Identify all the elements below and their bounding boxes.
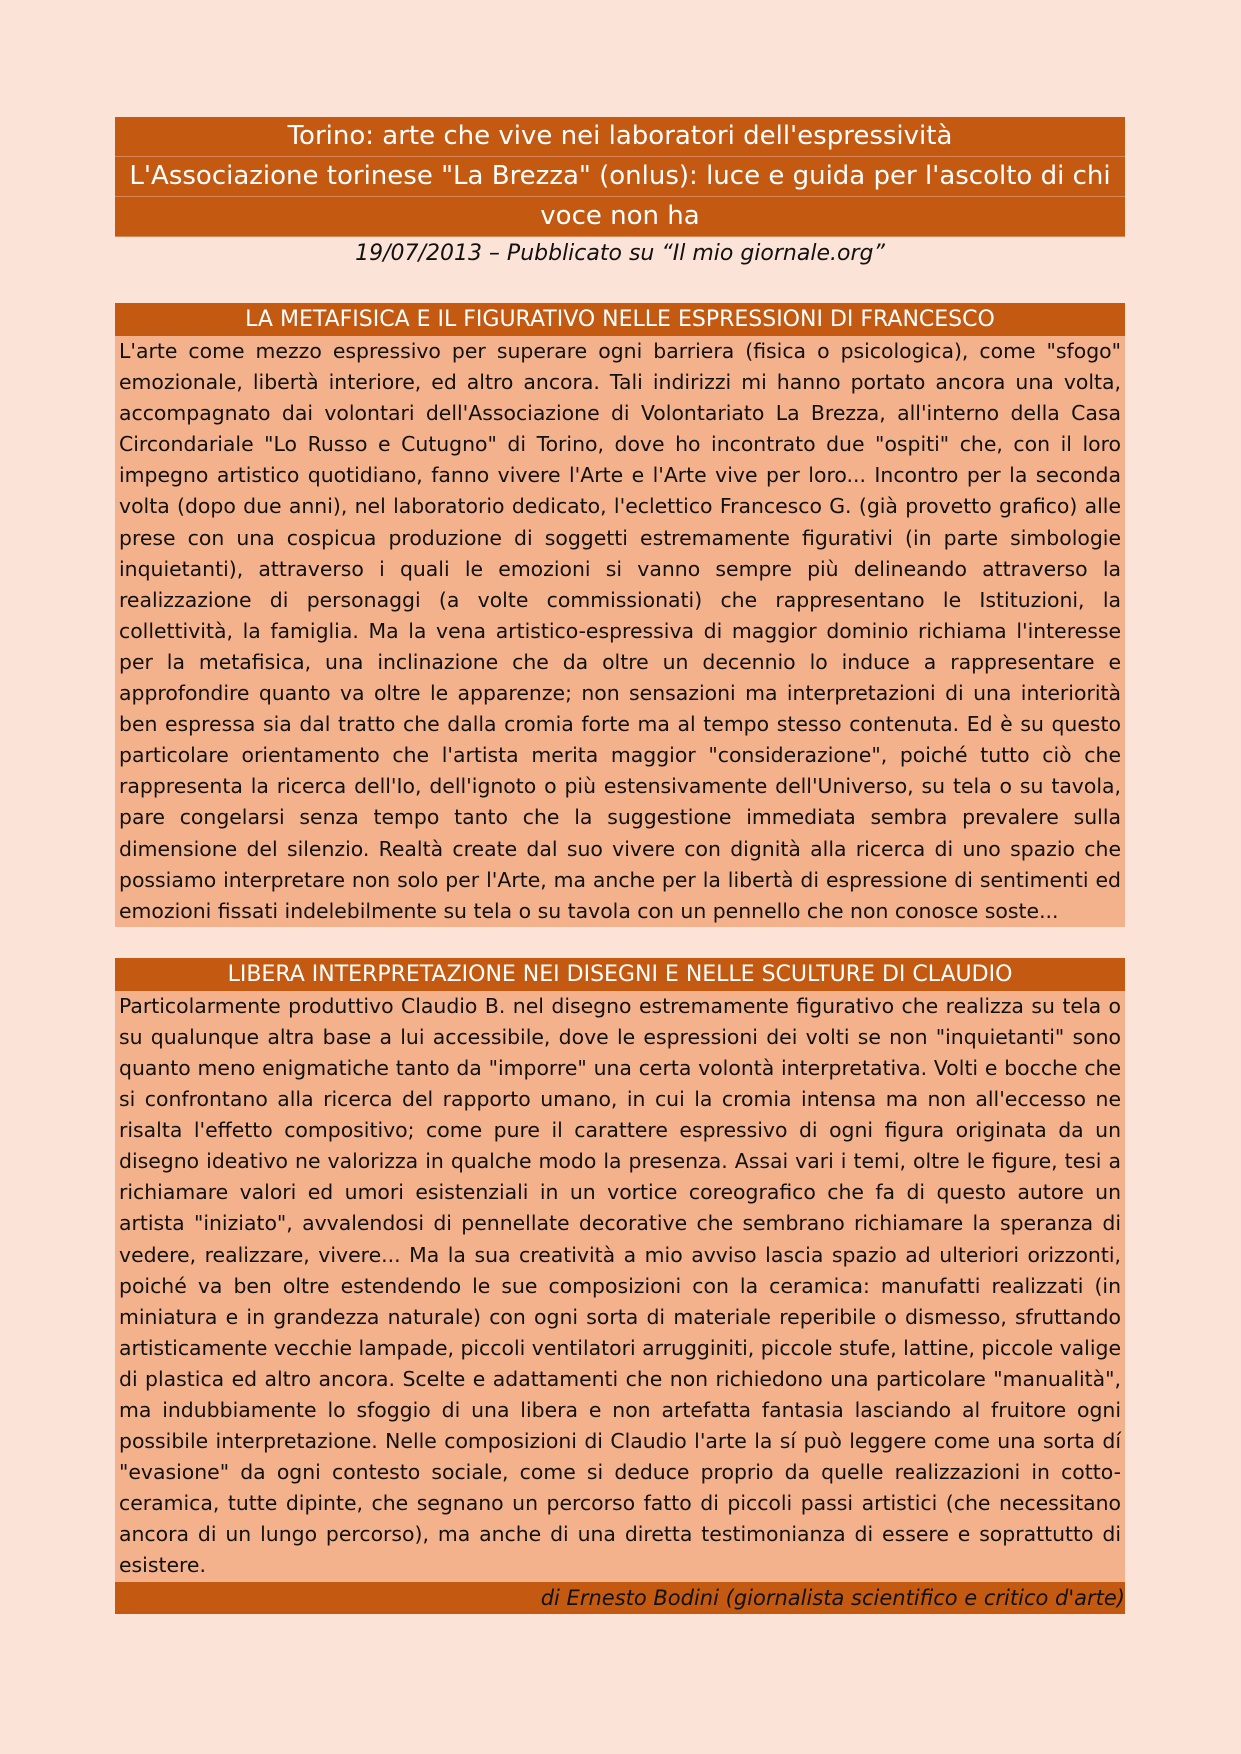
title-line-2: L'Associazione torinese "La Brezza" (onlus): luce e guida per l'ascolto di chi bbox=[115, 157, 1125, 197]
section-body: Particolarmente produttivo Claudio B. nel disegno estremamente figurativo che realizza su tela o su qualunque altra base a lui accessibile, dove le espressioni dei volti se non "inquietanti" sono quanto meno enigmatiche tanto da "imporre" una certa volontà interpretativa. Volti e bocche che si confrontano alla ricerca del rapporto umano, in cui la cromia intensa ma non all'eccesso ne risalta l'effetto compositivo; come pure il carattere espressivo di ogni figura originata da un disegno ideativo ne valorizza in qualche modo la presenza. Assai vari i temi, oltre le figure, tesi a richiamare valori ed umori esistenziali in un vortice coreografico che fa di questo autore un artista "iniziato", avvalendosi di pennellate decorative che sembrano richiamare la speranza di vedere, realizzare, vivere... Ma la sua creatività a mio avviso lascia spazio ad ulteriori orizzonti, poiché va ben oltre estendendo le sue composizioni con la ceramica: manufatti realizzati (in miniatura e in grandezza naturale) con ogni sorta di materiale reperibile o dismesso, sfruttando artisticamente vecchie lampade, piccoli ventilatori arrugginiti, piccole stufe, lattine, piccole valige di plastica ed altro ancora. Scelte e adattamenti che non richiedono una particolare "manualità", ma indubbiamente lo sfoggio di una libera e non artefatta fantasia lasciando al fruitore ogni possibile interpretazione. Nelle composizioni di Claudio l'arte la sí può leggere come una sorta dí "evasione" da ogni contesto sociale, come si deduce proprio da quelle realizzazioni in cotto-ceramica, tutte dipinte, che segnano un percorso fatto di piccoli passi artistici (che necessitano ancora di un lungo percorso), ma anche di una diretta testimonianza di essere e soprattutto di esistere. bbox=[115, 991, 1125, 1582]
section-heading: LA METAFISICA E IL FIGURATIVO NELLE ESPRESSIONI DI FRANCESCO bbox=[115, 303, 1125, 336]
section-claudio bbox=[115, 958, 1125, 1614]
article bbox=[115, 117, 1125, 1614]
section-francesco bbox=[115, 303, 1125, 927]
publication-line: 19/07/2013 – Pubblicato su “Il mio giornale.org” bbox=[355, 241, 885, 266]
title-line-1: Torino: arte che vive nei laboratori dell'espressività bbox=[115, 117, 1125, 157]
section-heading: LIBERA INTERPRETAZIONE NEI DISEGNI E NELLE SCULTURE DI CLAUDIO bbox=[115, 958, 1125, 991]
author-byline: di Ernesto Bodini (giornalista scientifico e critico d'arte) bbox=[115, 1582, 1125, 1614]
section-body: L'arte come mezzo espressivo per superare ogni barriera (fisica o psicologica), come "sfogo" emozionale, libertà interiore, ed altro ancora. Tali indirizzi mi hanno portato ancora una volta, accompagnato dai volontari dell'Associazione di Volontariato La Brezza, all'interno della Casa Circondariale "Lo Russo e Cutugno" di Torino, dove ho incontrato due "ospiti" che, con il loro impegno artistico quotidiano, fanno vivere l'Arte e l'Arte vive per loro... Incontro per la seconda volta (dopo due anni), nel laboratorio dedicato, l'eclettico Francesco G. (già provetto grafico) alle prese con una cospicua produzione di soggetti estremamente figurativi (in parte simbologie inquietanti), attraverso i quali le emozioni si vanno sempre più delineando attraverso la realizzazione di personaggi (a volte commissionati) che rappresentano le Istituzioni, la collettività, la famiglia. Ma la vena artistico-espressiva di maggior dominio richiama l'interesse per la metafisica, una inclinazione che da oltre un decennio lo induce a rappresentare e approfondire quanto va oltre le apparenze; non sensazioni ma interpretazioni di una interiorità ben espressa sia dal tratto che dalla cromia forte ma al tempo stesso contenuta. Ed è su questo particolare orientamento che l'artista merita maggior "considerazione", poiché tutto ciò che rappresenta la ricerca dell'Io, dell'ignoto o più estensivamente dell'Universo, su tela o su tavola, pare congelarsi senza tempo tanto che la suggestione immediata sembra prevalere sulla dimensione del silenzio. Realtà create dal suo vivere con dignità alla ricerca di uno spazio che possiamo interpretare non solo per l'Arte, ma anche per la libertà di espressione di sentimenti ed emozioni fissati indelebilmente su tela o su tavola con un pennello che non conosce soste... bbox=[115, 336, 1125, 927]
title-line-3: voce non ha bbox=[115, 197, 1125, 237]
